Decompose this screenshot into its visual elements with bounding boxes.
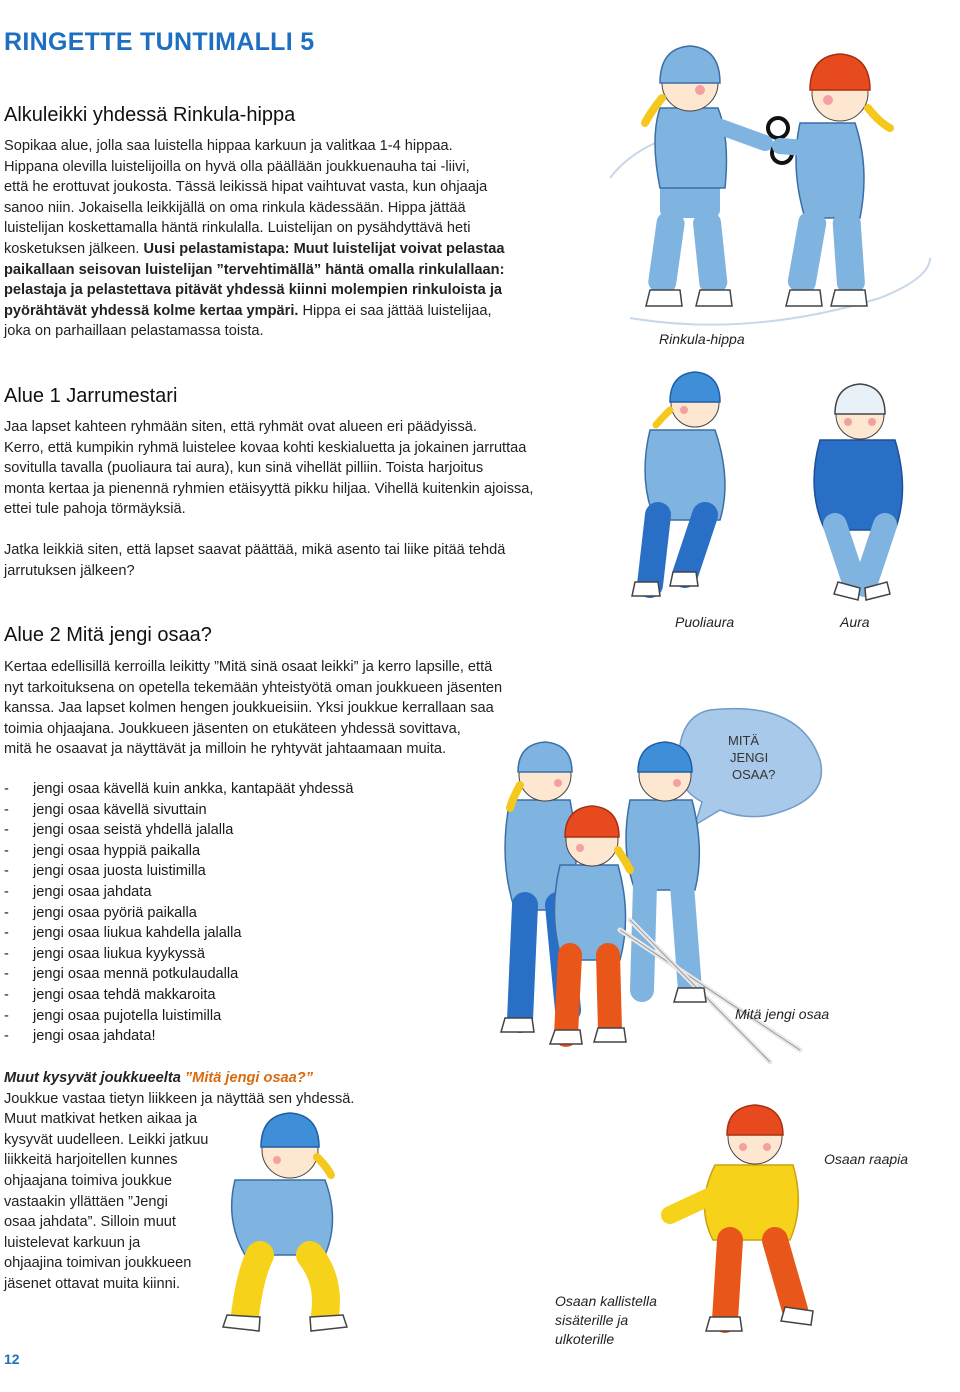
text-line (4, 280, 594, 301)
text-line: kysyvät uudelleen. Leikki jatkuu (4, 1131, 209, 1148)
list-item (4, 779, 424, 800)
text-line (4, 1068, 424, 1089)
list-item (4, 861, 424, 882)
skater-front (554, 806, 630, 1035)
text-line: kanssa. Jaa lapset kolmen hengen joukkueisiin. Yksi joukkue kerrallaan saa (4, 700, 494, 717)
list-dash: - (4, 925, 9, 942)
ice-skate-icon (674, 988, 706, 1002)
list-item (4, 1006, 424, 1027)
list-item (4, 985, 424, 1006)
page-title: RINGETTE TUNTIMALLI 5 (4, 28, 315, 56)
section-heading-rinkula-hippa: Alkuleikki yhdessä Rinkula-hippa (4, 104, 296, 126)
caption-kallistelu (555, 1292, 657, 1349)
text-line: ohjaajana toimiva joukkue (4, 1172, 172, 1189)
ice-skate-icon (632, 582, 660, 596)
list-item (4, 923, 424, 944)
text-span: kosketuksen jälkeen. (4, 240, 144, 257)
section2-paragraph-2 (4, 540, 604, 581)
ice-skate-icon (831, 290, 867, 306)
skater-scraping (670, 1105, 813, 1331)
ice-skate-icon (310, 1315, 347, 1331)
list-item-text: jengi osaa mennä potkulaudalla (33, 966, 239, 983)
bold-text: paikallaan seisovan luistelijan ”tervehtimällä” häntä omalla rinkulallaan: (4, 261, 505, 278)
bold-text: pyörähtävät yhdessä kolme kertaa ympäri. (4, 302, 299, 319)
bold-text: pelastaja ja pelastettava pitävät yhdessä kiinni molempien rinkuloista ja (4, 282, 502, 299)
ice-skate-icon (670, 572, 698, 586)
skater-edges (223, 1113, 347, 1331)
bold-text: Uusi pelastamistapa: Muut luistelijat voivat pelastaa (143, 240, 505, 257)
text-line (4, 301, 594, 322)
list-item (4, 841, 424, 862)
text-line: toimia ohjaajana. Joukkueen jäsenten on etukäteen yhdessä sovittava, (4, 720, 461, 737)
ice-skate-icon (594, 1028, 626, 1042)
speech-bubble-icon (678, 709, 822, 825)
text-line: Muut matkivat hetken aikaa ja (4, 1111, 198, 1128)
caption-aura: Aura (840, 614, 870, 630)
speech-bubble-line: OSAA? (732, 767, 776, 782)
caption-line: Osaan kallistella (555, 1293, 657, 1309)
list-item-text: jengi osaa liukua kyykyssä (33, 945, 205, 962)
list-dash: - (4, 842, 9, 859)
skater-puoliaura (632, 372, 725, 596)
list-dash: - (4, 883, 9, 900)
section-heading-mita-jengi-osaa: Alue 2 Mitä jengi osaa? (4, 624, 212, 646)
list-item-text: jengi osaa kävellä kuin ankka, kantapäät yhdessä (33, 781, 354, 797)
section2-paragraph (4, 417, 604, 520)
text-line: Jaa lapset kahteen ryhmään siten, että ryhmät ovat alueen eri päädyissä. (4, 419, 477, 435)
text-line: nyt tarkoituksena on opetella tekemään yhteistyötä oman joukkueen jäsenten (4, 679, 503, 696)
ice-skate-icon (646, 290, 682, 306)
caption-line: sisäterille ja (555, 1312, 629, 1328)
text-line: ettei tule pahoja törmäyksiä. (4, 501, 186, 518)
text-line: Joukkue vastaa tietyn liikkeen ja näyttää sen yhdessä. (4, 1090, 355, 1107)
lead-highlight: ”Mitä jengi osaa?” (184, 1070, 313, 1086)
list-dash: - (4, 822, 9, 839)
ice-skate-icon (786, 290, 822, 306)
text-line: Kerro, että kumpikin ryhmä luistelee kovaa kohti keskialuetta ja jokainen jarruttaa (4, 439, 527, 456)
list-dash: - (4, 801, 9, 818)
caption-line: ulkoterille (555, 1331, 615, 1347)
section-heading-jarrumestari: Alue 1 Jarrumestari (4, 385, 178, 407)
text-line: jarrutuksen jälkeen? (4, 562, 135, 579)
list-dash: - (4, 863, 9, 880)
text-line: ohjaajina toimivan joukkueen (4, 1255, 192, 1272)
text-line: liikkeitä harjoitellen kunnes (4, 1152, 178, 1169)
ice-skate-icon (223, 1315, 260, 1331)
text-line: jäsenet ottavat muita kiinni. (4, 1275, 181, 1292)
rinkula-hippa-illustration (600, 28, 940, 338)
speech-bubble-line: JENGI (730, 750, 769, 765)
text-line: luistelevat karkuun ja (4, 1234, 141, 1251)
list-dash: - (4, 1028, 9, 1045)
list-item (4, 903, 424, 924)
section1-paragraph (4, 136, 594, 342)
list-item-text: jengi osaa liukua kahdella jalalla (33, 925, 242, 942)
text-line: mitä he osaavat ja näyttävät ja milloin he ryhtyvät jahtaamaan muita. (4, 741, 447, 758)
lead-text: Muut kysyvät joukkueelta (4, 1070, 185, 1086)
text-span: Hippa ei saa jättää luistelijaa, (298, 302, 492, 319)
text-line: että he erottuvat joukosta. Tässä leikissä hipat vaihtuvat vasta, kun ohjaaja (4, 179, 488, 196)
list-item-text: jengi osaa hyppiä paikalla (33, 842, 201, 859)
list-item-text: jengi osaa jahdata (33, 883, 152, 900)
skater-aura (814, 384, 902, 600)
text-line: Hippana olevilla luistelijoilla on hyvä olla päällään joukkuenauha tai -liivi, (4, 158, 470, 175)
text-line: joka on parhaillaan pelastamassa toista. (4, 323, 264, 340)
caption-raapia: Osaan raapia (824, 1151, 909, 1167)
list-item-text: jengi osaa pujotella luistimilla (33, 1007, 222, 1024)
list-dash: - (4, 966, 9, 983)
text-line (4, 260, 594, 281)
list-dash: - (4, 986, 9, 1003)
text-line: Kertaa edellisillä kerroilla leikitty ”Mitä sinä osaat leikki” ja kerro lapsille, että (4, 659, 493, 675)
list-dash: - (4, 781, 9, 797)
illustration-caption: Mitä jengi osaa (735, 1006, 830, 1022)
list-item-text: jengi osaa seistä yhdellä jalalla (33, 822, 234, 839)
list-item-text: jengi osaa juosta luistimilla (33, 863, 206, 880)
ice-skate-icon (550, 1030, 582, 1044)
ice-skate-icon (781, 1307, 813, 1325)
list-item (4, 944, 424, 965)
text-line: Jatka leikkiä siten, että lapset saavat päättää, mikä asento tai liike pitää tehdä (4, 542, 506, 558)
text-line: luistelijan koskettamalla häntä rinkulalla. Luistelijan on pysähdyttävä heti (4, 220, 471, 237)
ice-skate-icon (696, 290, 732, 306)
ringette-ring-icon (768, 118, 788, 138)
list-dash: - (4, 904, 9, 921)
skater-right (780, 54, 890, 306)
text-line: osaa jahdata”. Silloin muut (4, 1214, 176, 1231)
caption-puoliaura: Puoliaura (675, 614, 735, 630)
list-item-text: jengi osaa pyöriä paikalla (33, 904, 197, 921)
text-line: sovitulla tavalla (puoliaura tai aura), kun sinä vihellät pilliin. Toista harjoitus (4, 460, 484, 477)
text-line: Sopikaa alue, jolla saa luistella hippaa karkuun ja valitkaa 1-4 hippaa. (4, 138, 453, 154)
list-item-text: jengi osaa jahdata! (33, 1028, 156, 1045)
skater-left (645, 46, 765, 306)
text-line: vastaakin yllättäen ”Jengi (4, 1193, 168, 1210)
list-item (4, 882, 424, 903)
kallistelu-raapiminen-illustration (215, 1105, 835, 1365)
page-number: 12 (4, 1351, 20, 1367)
activity-list (4, 779, 424, 1047)
speech-bubble-line: MITÄ (728, 733, 760, 748)
list-item (4, 820, 424, 841)
list-dash: - (4, 1007, 9, 1024)
jarrumestari-illustration (610, 370, 950, 615)
list-item (4, 964, 424, 985)
text-line: monta kertaa ja pienennä ryhmien etäisyyttä pikku hiljaa. Vihellä kuitenkin ajoissa, (4, 480, 534, 497)
list-item (4, 1026, 424, 1047)
list-item (4, 800, 424, 821)
ice-skate-icon (501, 1018, 534, 1032)
list-dash: - (4, 945, 9, 962)
ice-skate-icon (706, 1317, 742, 1331)
illustration-caption: Rinkula-hippa (659, 331, 745, 347)
list-item-text: jengi osaa tehdä makkaroita (33, 986, 216, 1003)
text-line: sanoo niin. Jokaisella leikkijällä on oma rinkula kädessään. Hippa jättää (4, 199, 466, 216)
text-line (4, 239, 594, 260)
list-item-text: jengi osaa kävellä sivuttain (33, 801, 207, 818)
